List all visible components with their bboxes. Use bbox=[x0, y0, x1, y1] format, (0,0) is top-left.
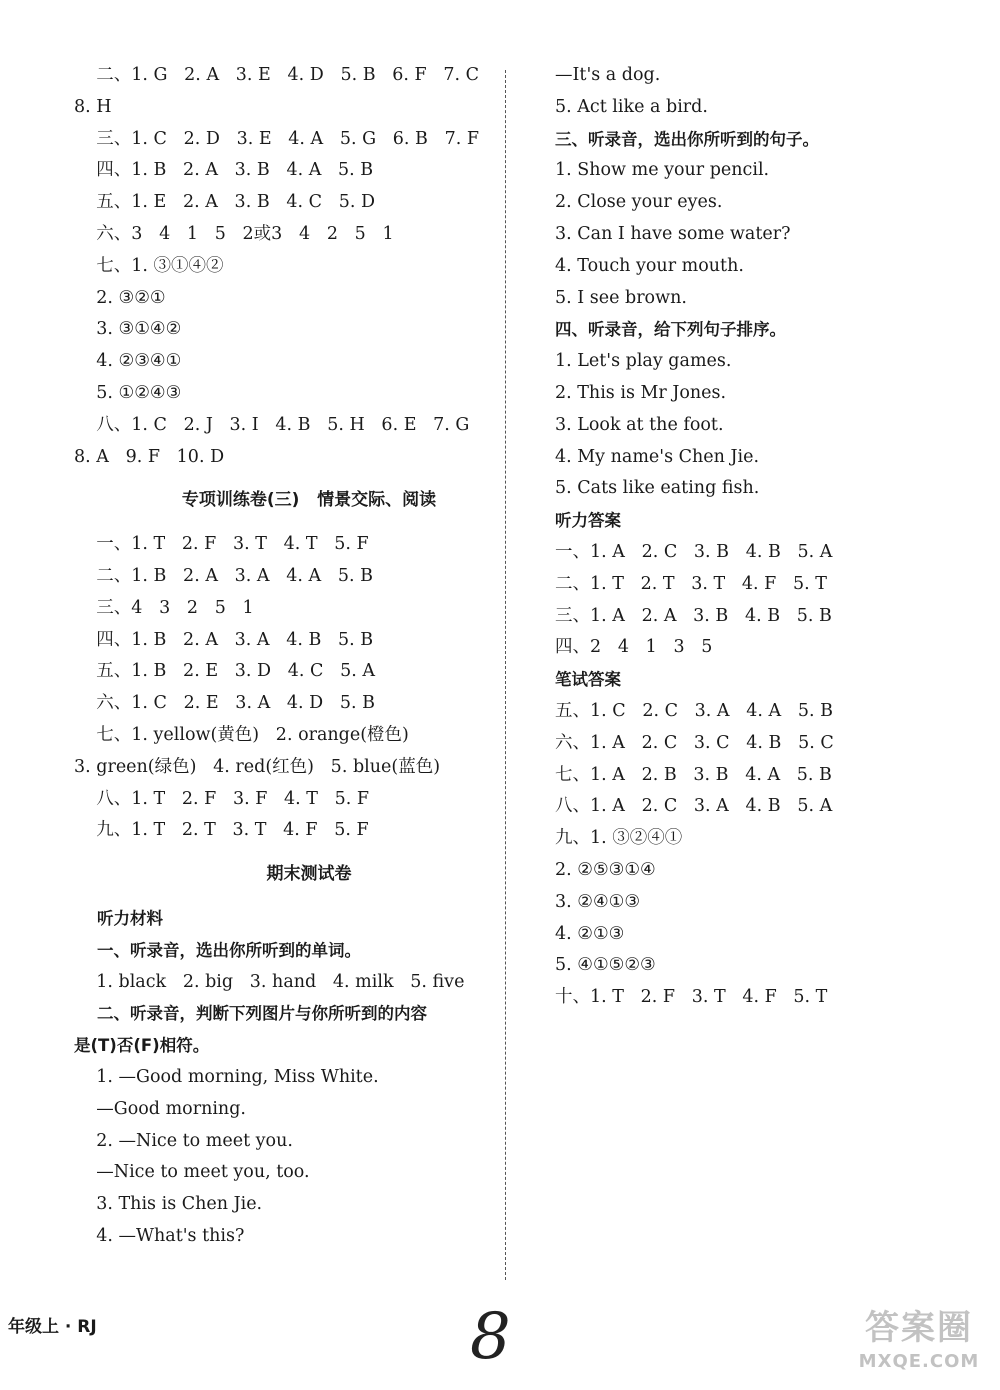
section-heading: 期末测试卷 bbox=[266, 864, 352, 885]
question-heading: 笔试答案 bbox=[555, 670, 621, 690]
answer-line: 2. This is Mr Jones. bbox=[555, 382, 727, 403]
answer-line: 七、1. yellow(黄色) 2. orange(橙色) bbox=[74, 724, 409, 745]
answer-line: 5. ④①⑤②③ bbox=[555, 955, 656, 976]
spacer bbox=[74, 891, 504, 903]
answer-line: 四、1. B 2. A 3. B 4. A 5. B bbox=[74, 160, 374, 181]
right-column bbox=[555, 60, 975, 1014]
answer-line: 五、1. B 2. E 3. D 4. C 5. A bbox=[74, 661, 375, 682]
watermark-logo bbox=[844, 1306, 994, 1382]
answer-line: —Good morning. bbox=[74, 1098, 246, 1119]
question-heading: 三、听录音，选出你所听到的句子。 bbox=[555, 129, 819, 149]
answer-line: 3. Can I have some water? bbox=[555, 223, 791, 244]
answer-line: 八、1. A 2. C 3. A 4. B 5. A bbox=[555, 796, 833, 817]
grade-label: 年级上 · RJ bbox=[8, 1317, 97, 1337]
answer-line: 八、1. T 2. F 3. F 4. T 5. F bbox=[74, 788, 370, 809]
answer-line: 1. Show me your pencil. bbox=[555, 160, 770, 181]
spacer bbox=[74, 847, 504, 859]
answer-line: 3. This is Chen Jie. bbox=[74, 1194, 263, 1215]
answer-line: 2. Close your eyes. bbox=[555, 192, 723, 213]
answer-line: 3. ②④①③ bbox=[555, 891, 641, 912]
answer-line: 1. Let's play games. bbox=[555, 351, 732, 372]
answer-line: 四、2 4 1 3 5 bbox=[555, 637, 713, 658]
answer-line: 五、1. E 2. A 3. B 4. C 5. D bbox=[74, 192, 375, 213]
answer-line: 1. black 2. big 3. hand 4. milk 5. five bbox=[74, 971, 465, 992]
question-heading: 是(T)否(F)相符。 bbox=[74, 1036, 210, 1056]
answer-line: 三、1. C 2. D 3. E 4. A 5. G 6. B 7. F bbox=[74, 128, 480, 149]
answer-line: 4. ②①③ bbox=[555, 923, 625, 944]
answer-line: 5. Act like a bird. bbox=[555, 96, 708, 117]
answer-line: 5. ①②④③ bbox=[74, 382, 182, 403]
answer-line: 8. H bbox=[74, 96, 112, 117]
answer-line: 九、1. T 2. T 3. T 4. F 5. F bbox=[74, 820, 369, 841]
page-number: 8 bbox=[470, 1300, 511, 1374]
answer-line: 五、1. C 2. C 3. A 4. A 5. B bbox=[555, 700, 833, 721]
question-heading: 一、听录音，选出你所听到的单词。 bbox=[74, 940, 361, 960]
answer-line: 4. My name's Chen Jie. bbox=[555, 446, 760, 467]
answer-line: 3. ③①④② bbox=[74, 319, 182, 340]
answer-line: 四、1. B 2. A 3. A 4. B 5. B bbox=[74, 629, 374, 650]
answer-line: 六、3 4 1 5 2或3 4 2 5 1 bbox=[74, 223, 394, 244]
answer-line: 4. —What's this? bbox=[74, 1225, 245, 1246]
answer-line: 六、1. C 2. E 3. A 4. D 5. B bbox=[74, 693, 375, 714]
question-heading: 四、听录音，给下列句子排序。 bbox=[555, 320, 786, 340]
answer-line: 七、1. A 2. B 3. B 4. A 5. B bbox=[555, 764, 832, 785]
answer-line: 3. green(绿色) 4. red(红色) 5. blue(蓝色) bbox=[74, 756, 441, 777]
column-divider bbox=[505, 70, 506, 1280]
answer-line: 4. Touch your mouth. bbox=[555, 255, 744, 276]
watermark-text: 答案圈 bbox=[865, 1308, 973, 1348]
answer-line: 二、1. G 2. A 3. E 4. D 5. B 6. F 7. C bbox=[74, 65, 480, 85]
answer-line: 一、1. T 2. F 3. T 4. T 5. F bbox=[74, 534, 369, 555]
answer-line: 一、1. A 2. C 3. B 4. B 5. A bbox=[555, 541, 833, 562]
answer-line: 六、1. A 2. C 3. C 4. B 5. C bbox=[555, 732, 834, 753]
answer-line: 8. A 9. F 10. D bbox=[74, 446, 225, 467]
answer-line: 5. Cats like eating fish. bbox=[555, 478, 760, 499]
answer-line: 二、1. T 2. T 3. T 4. F 5. T bbox=[555, 573, 827, 594]
answer-line: 七、1. ③①④② bbox=[74, 255, 224, 276]
answer-line: 三、4 3 2 5 1 bbox=[74, 597, 254, 618]
answer-line: 十、1. T 2. F 3. T 4. F 5. T bbox=[555, 987, 828, 1008]
answer-line: —It's a dog. bbox=[555, 65, 661, 85]
question-heading: 听力答案 bbox=[555, 511, 621, 531]
answer-line: 3. Look at the foot. bbox=[555, 414, 724, 435]
watermark-url: MXQE.COM bbox=[858, 1351, 980, 1372]
question-heading: 二、听录音，判断下列图片与你所听到的内容 bbox=[74, 1004, 427, 1024]
answer-line: 5. I see brown. bbox=[555, 287, 687, 308]
answer-line: 1. —Good morning, Miss White. bbox=[74, 1066, 379, 1087]
answer-line: 2. ②⑤③①④ bbox=[555, 859, 656, 880]
answer-line: 八、1. C 2. J 3. I 4. B 5. H 6. E 7. G bbox=[74, 414, 470, 435]
answer-line: 九、1. ③②④① bbox=[555, 828, 683, 849]
answer-line: 三、1. A 2. A 3. B 4. B 5. B bbox=[555, 605, 832, 626]
answer-line: 二、1. B 2. A 3. A 4. A 5. B bbox=[74, 565, 373, 586]
answer-line: —Nice to meet you, too. bbox=[74, 1162, 310, 1183]
answer-line: 2. ③②① bbox=[74, 287, 166, 308]
spacer bbox=[74, 517, 504, 529]
left-column bbox=[74, 60, 504, 1253]
answer-line: 4. ②③④① bbox=[74, 351, 182, 372]
answer-line: 2. —Nice to meet you. bbox=[74, 1130, 293, 1151]
spacer bbox=[74, 473, 504, 485]
question-heading: 听力材料 bbox=[74, 908, 163, 928]
section-heading: 专项训练卷(三) 情景交际、阅读 bbox=[181, 490, 437, 511]
